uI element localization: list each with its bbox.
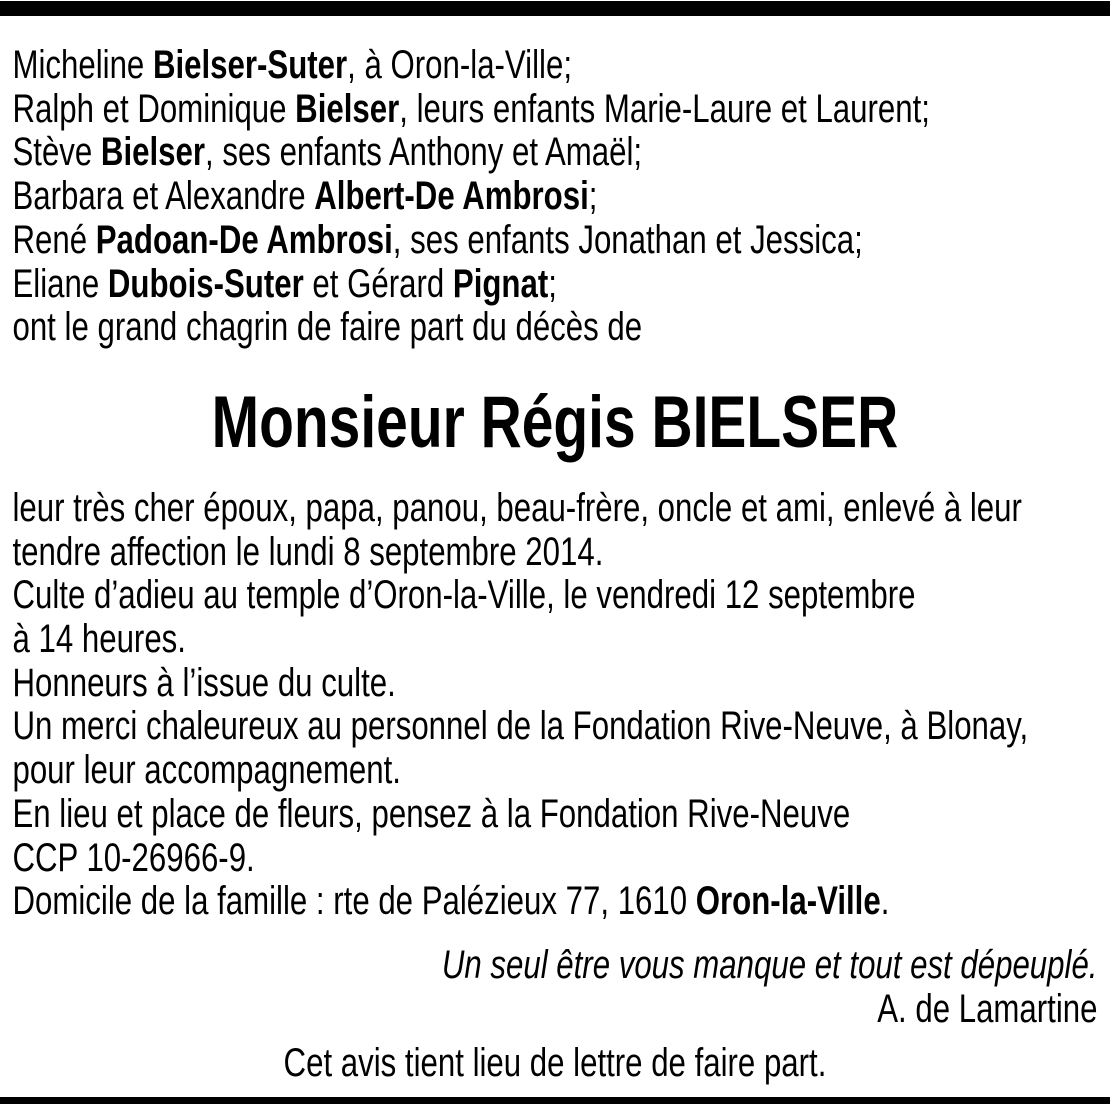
text-segment: Honneurs à l’issue du culte. (12, 660, 396, 705)
notice-line (12, 88, 1097, 132)
text-segment: René (12, 217, 96, 262)
notice-line (12, 749, 1097, 793)
text-segment: , ses enfants Jonathan et Jessica; (392, 217, 863, 262)
notice-line (12, 880, 1097, 924)
name-emphasis: Pignat (452, 261, 549, 306)
notice-line (12, 487, 1097, 531)
text-segment: ont le grand chagrin de faire part du décès de (12, 305, 643, 350)
notice-line (12, 618, 1097, 662)
text-segment: Un merci chaleureux au personnel de la Fondation Rive-Neuve, à Blonay, (12, 704, 1029, 749)
name-emphasis: Padoan-De Ambrosi (95, 217, 393, 262)
name-emphasis: Bielser (295, 86, 400, 131)
text-segment: . (880, 879, 890, 924)
notice-line (12, 574, 1097, 618)
text-segment: Micheline (12, 43, 153, 87)
family-lines (12, 44, 1097, 350)
text-segment: Domicile de la famille : rte de Palézieux 77, 1610 (12, 879, 696, 924)
text-segment: En lieu et place de fleurs, pensez à la Fondation Rive-Neuve (12, 791, 851, 836)
notice-line (12, 131, 1097, 175)
text-segment: , ses enfants Anthony et Amaël; (205, 130, 643, 175)
text-segment: leur très cher époux, papa, panou, beau-frère, oncle et ami, enlevé à leur (12, 485, 1022, 530)
top-border-rule (0, 1, 1110, 16)
text-segment: , leurs enfants Marie-Laure et Laurent; (399, 86, 930, 131)
quote-author: A. de Lamartine (877, 986, 1098, 1031)
notice-content (0, 16, 1110, 1086)
name-emphasis: Dubois-Suter (107, 261, 304, 306)
closing-note: Cet avis tient lieu de lettre de faire part. (283, 1041, 827, 1086)
bottom-border-rule (0, 1097, 1110, 1104)
text-segment: Ralph et Dominique (12, 86, 296, 131)
text-segment: Barbara et Alexandre (12, 174, 315, 219)
text-segment: ; (588, 174, 598, 219)
name-emphasis: Bielser-Suter (152, 43, 348, 87)
notice-line (12, 219, 1097, 263)
notice-line (12, 837, 1097, 881)
notice-line (12, 793, 1097, 837)
text-segment: à 14 heures. (12, 617, 186, 662)
deceased-name: Monsieur Régis BIELSER (211, 381, 899, 463)
name-emphasis: Albert-De Ambrosi (314, 174, 589, 219)
text-segment: pour leur accompagnement. (12, 748, 401, 793)
body-lines (12, 487, 1097, 924)
quote-text: Un seul être vous manque et tout est dépeuplé. (441, 942, 1098, 987)
notice-line (12, 44, 1097, 88)
notice-line (12, 705, 1097, 749)
name-emphasis: Bielser (100, 130, 206, 175)
text-segment: Eliane (12, 261, 108, 306)
notice-line (12, 306, 1097, 350)
text-segment: tendre affection le lundi 8 septembre 2014. (12, 529, 604, 574)
notice-line (12, 662, 1097, 706)
text-segment: , à Oron-la-Ville; (347, 43, 572, 87)
notice-line (12, 175, 1097, 219)
text-segment: Stève (12, 130, 101, 175)
text-segment: Culte d’adieu au temple d’Oron-la-Ville, le vendredi 12 septembre (12, 573, 916, 618)
notice-line (12, 531, 1097, 575)
text-segment: CCP 10-26966-9. (12, 835, 255, 880)
name-emphasis: Oron-la-Ville (695, 879, 881, 924)
text-segment: ; (548, 261, 557, 306)
notice-line (12, 263, 1097, 307)
text-segment: et Gérard (303, 261, 453, 306)
